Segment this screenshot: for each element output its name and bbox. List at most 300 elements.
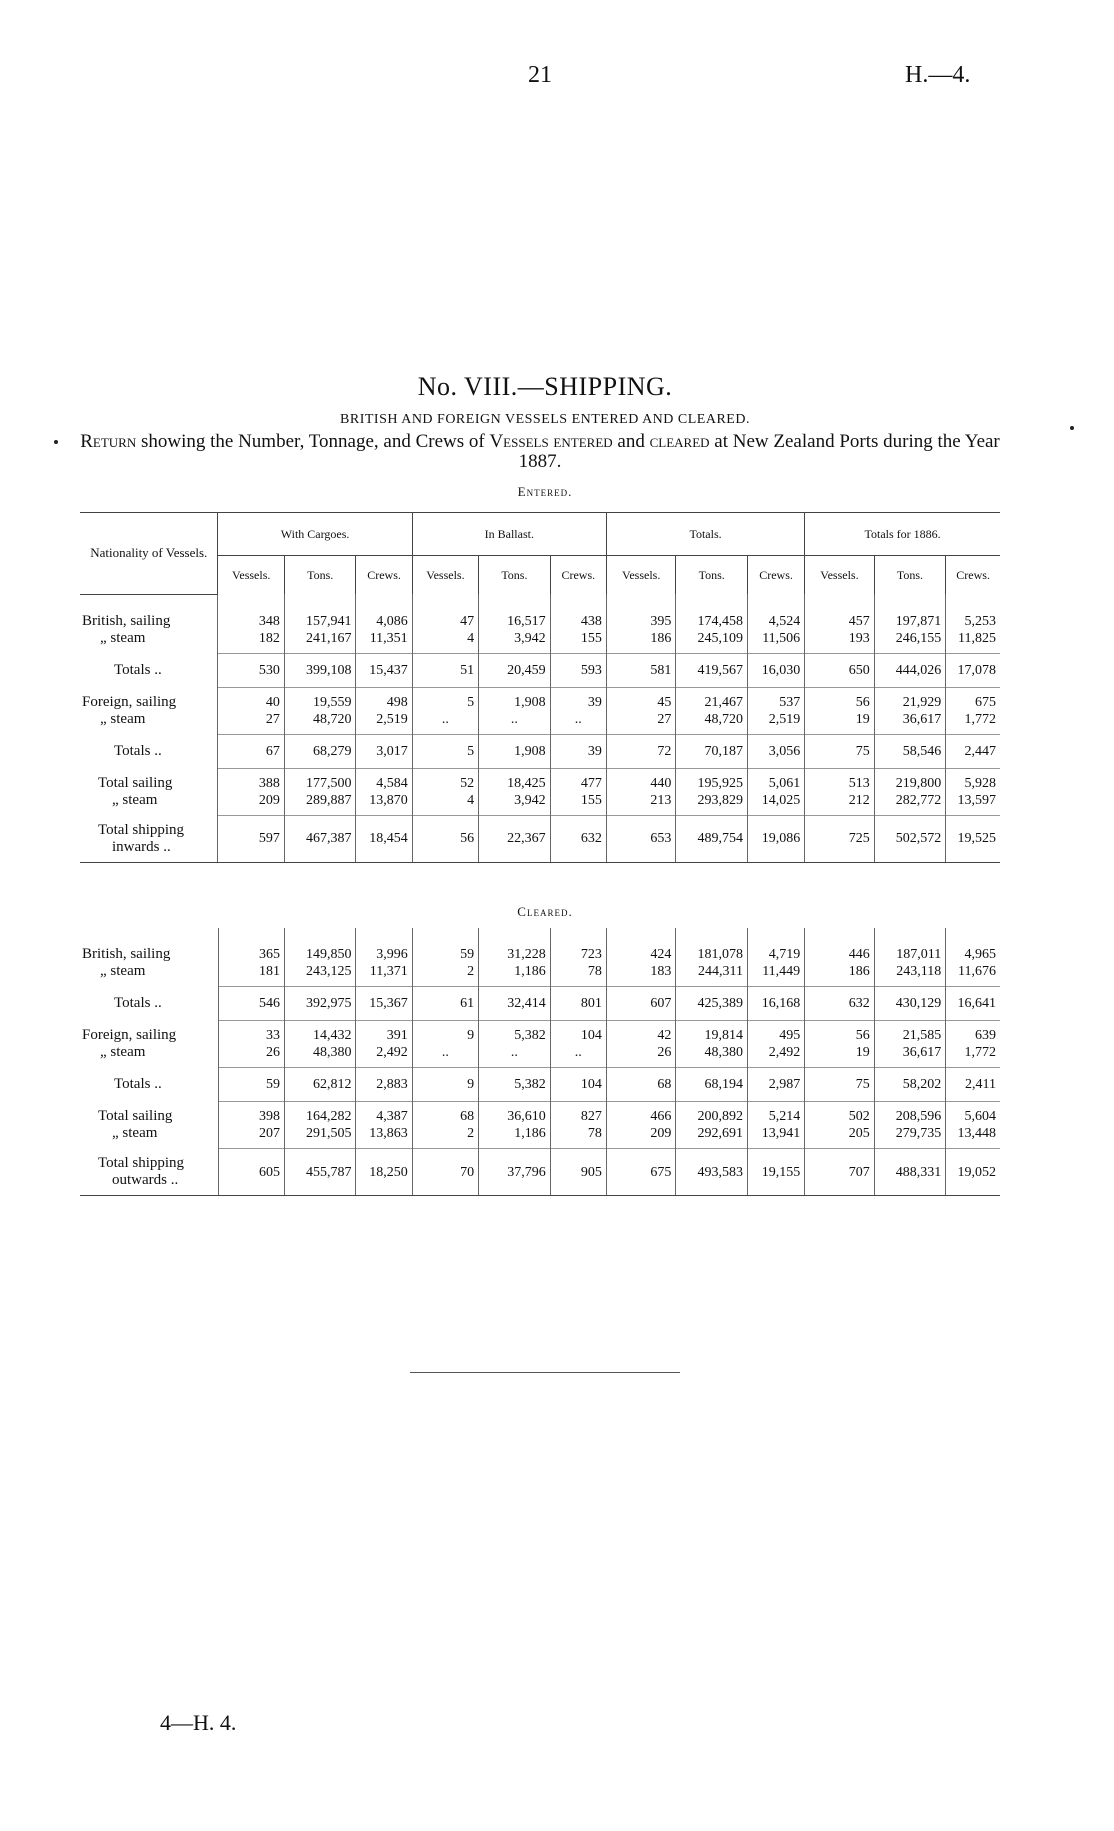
value-cell xyxy=(946,654,1000,688)
cell-value: 546 xyxy=(258,996,280,1011)
cell-value: 444,026 xyxy=(895,662,942,678)
cell-value: 446 xyxy=(848,947,870,962)
value-cell xyxy=(805,769,875,816)
value-cell xyxy=(218,769,284,816)
value-cell xyxy=(218,1068,284,1102)
cell-value: 2,987 xyxy=(768,1077,801,1092)
value-cell xyxy=(606,987,676,1021)
value-cell xyxy=(550,688,606,735)
group-header-ballast: In Ballast. xyxy=(412,513,606,556)
cell-value: 3,056 xyxy=(768,743,801,759)
row-label-line: „ steam xyxy=(100,1044,146,1061)
cell-value: 13,448 xyxy=(957,1126,996,1141)
return-text-3: at New Zealand Ports during the Year 1887. xyxy=(518,431,1000,472)
cell-value: 5 xyxy=(467,694,475,710)
value-cell xyxy=(805,987,875,1021)
cell-value: 365 xyxy=(258,947,280,962)
value-cell xyxy=(356,735,412,769)
col-header-vessels: Vessels. xyxy=(412,556,478,595)
value-cell xyxy=(550,1102,606,1149)
cell-value: 723 xyxy=(580,947,602,962)
cleared-table xyxy=(80,928,1000,1196)
value-cell xyxy=(550,769,606,816)
value-cell xyxy=(550,735,606,769)
cell-value: 5,061 xyxy=(768,775,801,791)
value-cell xyxy=(676,735,748,769)
cell-value: 174,458 xyxy=(697,613,743,629)
cell-value: 42 xyxy=(657,1028,672,1043)
value-cell xyxy=(946,816,1000,863)
value-cell xyxy=(479,987,551,1021)
cell-value: 21,467 xyxy=(704,694,743,710)
row-label-line: Totals .. xyxy=(114,742,162,759)
cell-value: 430,129 xyxy=(895,996,942,1011)
value-cell xyxy=(356,987,412,1021)
cell-value: 495 xyxy=(779,1028,801,1043)
table-row xyxy=(80,940,1000,987)
value-cell xyxy=(805,1102,875,1149)
value-cell xyxy=(747,1021,804,1068)
value-cell xyxy=(412,1021,478,1068)
value-cell xyxy=(218,688,284,735)
cell-value: 388 xyxy=(258,775,280,791)
cleared-label: Cleared. xyxy=(517,904,573,919)
value-cell xyxy=(550,1149,606,1196)
cell-value: 18,425 xyxy=(507,775,546,791)
col-header-crews: Crews. xyxy=(747,556,804,595)
group-header-cargoes: With Cargoes. xyxy=(218,513,412,556)
cell-value: 36,610 xyxy=(507,1109,546,1124)
value-cell xyxy=(479,688,551,735)
entered-table-body xyxy=(80,594,1000,862)
cell-value: 19,525 xyxy=(957,831,996,846)
cell-value: 219,800 xyxy=(895,775,942,791)
value-cell xyxy=(606,654,676,688)
value-cell xyxy=(218,654,284,688)
cell-value: 597 xyxy=(258,831,280,846)
cell-value: 59 xyxy=(460,947,475,962)
cell-value: 67 xyxy=(265,743,280,759)
value-cell xyxy=(218,816,284,863)
value-cell xyxy=(676,816,748,863)
cell-value: 5,214 xyxy=(768,1109,801,1124)
cell-value: 419,567 xyxy=(697,662,743,678)
margin-dot-left xyxy=(54,440,58,444)
col-header-crews: Crews. xyxy=(356,556,412,595)
row-label-line: „ steam xyxy=(100,963,146,980)
row-label xyxy=(80,607,218,654)
cell-value: 650 xyxy=(848,662,870,678)
cell-value: 209 xyxy=(650,1126,672,1141)
cell-value: 27 xyxy=(265,711,280,727)
value-cell xyxy=(946,769,1000,816)
cell-value: 4,086 xyxy=(376,613,408,629)
value-cell xyxy=(550,987,606,1021)
row-label xyxy=(80,1021,218,1068)
cell-value: 605 xyxy=(258,1164,280,1180)
cell-value: 607 xyxy=(650,996,672,1011)
cell-value: 2,492 xyxy=(768,1045,801,1060)
cell-value: 5,382 xyxy=(514,1077,546,1092)
value-cell xyxy=(356,607,412,654)
cell-value: 502 xyxy=(848,1109,870,1124)
value-cell xyxy=(356,816,412,863)
page-reference: H.—4. xyxy=(905,62,971,88)
cell-value: 2,883 xyxy=(376,1077,408,1092)
value-cell xyxy=(479,1102,551,1149)
row-label-line: outwards .. xyxy=(112,1172,179,1188)
cell-value: 391 xyxy=(386,1028,408,1043)
cell-value: .. xyxy=(441,1045,449,1060)
cell-value: 181 xyxy=(258,964,280,979)
value-cell xyxy=(805,940,875,987)
cell-value: 4,524 xyxy=(768,613,801,629)
value-cell xyxy=(946,1102,1000,1149)
cell-value: 20,459 xyxy=(507,662,546,678)
row-label-line: „ steam xyxy=(100,710,146,727)
cell-value: 48,720 xyxy=(704,711,743,727)
cell-value: 182 xyxy=(258,630,280,646)
value-cell xyxy=(479,940,551,987)
cell-value: 632 xyxy=(848,996,870,1011)
value-cell xyxy=(805,688,875,735)
value-cell xyxy=(479,1021,551,1068)
value-cell xyxy=(356,1149,412,1196)
value-cell xyxy=(747,1068,804,1102)
cell-value: 11,506 xyxy=(762,630,801,646)
group-header-totals: Totals. xyxy=(606,513,804,556)
cell-value: 289,887 xyxy=(305,792,352,808)
cell-value: 45 xyxy=(657,694,672,710)
value-cell xyxy=(874,987,946,1021)
value-cell xyxy=(805,607,875,654)
value-cell xyxy=(874,940,946,987)
cell-value: 395 xyxy=(650,613,672,629)
cell-value: 392,975 xyxy=(305,996,352,1011)
value-cell xyxy=(874,769,946,816)
value-cell xyxy=(412,607,478,654)
cell-value: 212 xyxy=(848,792,870,808)
cell-value: 72 xyxy=(657,743,672,759)
value-cell xyxy=(805,735,875,769)
cell-value: 4,584 xyxy=(376,775,408,791)
cell-value: 21,585 xyxy=(902,1028,942,1043)
cell-value: 16,030 xyxy=(761,662,801,678)
cell-value: 438 xyxy=(580,613,602,629)
cell-value: 19,086 xyxy=(761,831,801,846)
value-cell xyxy=(356,1102,412,1149)
row-label xyxy=(80,1149,218,1196)
value-cell xyxy=(606,816,676,863)
cell-value: 33 xyxy=(265,1028,280,1043)
group-header-totals-1886: Totals for 1886. xyxy=(805,513,1000,556)
cell-value: 16,168 xyxy=(761,996,801,1011)
cell-value: 9 xyxy=(467,1028,475,1043)
value-cell xyxy=(606,940,676,987)
value-cell xyxy=(805,816,875,863)
cell-value: 632 xyxy=(580,831,602,846)
row-label-line: Total shipping xyxy=(98,1155,185,1171)
table-row xyxy=(80,654,1000,688)
row-label xyxy=(80,940,218,987)
value-cell xyxy=(412,654,478,688)
cell-value: 68,279 xyxy=(312,743,352,759)
nationality-header: Nationality of Vessels. xyxy=(80,513,218,595)
value-cell xyxy=(946,1149,1000,1196)
cell-value: 399,108 xyxy=(305,662,352,678)
row-label-line: Foreign, sailing xyxy=(82,1027,177,1044)
value-cell xyxy=(874,735,946,769)
value-cell xyxy=(747,688,804,735)
cell-value: 513 xyxy=(848,775,870,791)
value-cell xyxy=(284,940,356,987)
cell-value: 4 xyxy=(467,792,475,808)
table-row xyxy=(80,1102,1000,1149)
row-label-line: Totals .. xyxy=(114,1076,162,1093)
cell-value: 2,519 xyxy=(768,711,801,727)
value-cell xyxy=(946,735,1000,769)
cell-value: 5,604 xyxy=(964,1109,996,1124)
cell-value: 243,125 xyxy=(305,964,352,979)
value-cell xyxy=(412,1149,478,1196)
cell-value: 457 xyxy=(848,613,870,629)
section-subtitle: BRITISH AND FOREIGN VESSELS ENTERED AND CLEARED. xyxy=(340,412,750,427)
value-cell xyxy=(218,1021,284,1068)
value-cell xyxy=(218,607,284,654)
col-header-tons: Tons. xyxy=(479,556,551,595)
value-cell xyxy=(479,1068,551,1102)
cell-value: 68,194 xyxy=(704,1077,743,1092)
cell-value: 68 xyxy=(460,1109,475,1124)
cell-value: 3,017 xyxy=(376,743,408,759)
cell-value: 14,025 xyxy=(761,792,801,808)
cell-value: 58,546 xyxy=(902,743,942,759)
cell-value: .. xyxy=(574,711,582,727)
cell-value: 653 xyxy=(650,831,672,846)
value-cell xyxy=(218,735,284,769)
page-number: 21 xyxy=(528,62,552,88)
cell-value: 15,437 xyxy=(369,662,408,678)
cell-value: 183 xyxy=(650,964,672,979)
cell-value: 245,109 xyxy=(697,630,743,646)
cell-value: 75 xyxy=(855,1077,870,1092)
value-cell xyxy=(479,769,551,816)
cell-value: 246,155 xyxy=(895,630,942,646)
cell-value: 19 xyxy=(855,711,870,727)
cell-value: 1,908 xyxy=(514,743,546,759)
cell-value: 59 xyxy=(265,1077,280,1092)
cell-value: 13,941 xyxy=(761,1126,801,1141)
cell-value: 801 xyxy=(580,996,602,1011)
cell-value: 9 xyxy=(467,1077,475,1092)
value-cell xyxy=(874,1068,946,1102)
cell-value: 1,908 xyxy=(514,694,546,710)
cell-value: 39 xyxy=(587,694,602,710)
value-cell xyxy=(874,816,946,863)
value-cell xyxy=(946,1021,1000,1068)
row-label xyxy=(80,987,218,1021)
row-label-line: Total sailing xyxy=(98,1108,173,1125)
cell-value: 186 xyxy=(650,630,672,646)
value-cell xyxy=(550,1068,606,1102)
value-cell xyxy=(412,816,478,863)
value-cell xyxy=(356,654,412,688)
value-cell xyxy=(606,688,676,735)
row-label-line: „ steam xyxy=(112,791,158,808)
cell-value: 19,155 xyxy=(761,1164,801,1180)
table-row xyxy=(80,1068,1000,1102)
cell-value: 4 xyxy=(467,630,475,646)
cell-value: 193 xyxy=(848,630,870,646)
cell-value: 2,411 xyxy=(965,1077,996,1092)
value-cell xyxy=(284,1149,356,1196)
cell-value: 40 xyxy=(265,694,280,710)
cell-value: 5 xyxy=(467,743,475,759)
cell-value: 3,942 xyxy=(514,792,546,808)
cell-value: 36,617 xyxy=(902,711,942,727)
value-cell xyxy=(550,940,606,987)
cell-value: 48,380 xyxy=(312,1045,352,1060)
row-label xyxy=(80,816,218,863)
cell-value: 75 xyxy=(855,743,870,759)
value-cell xyxy=(284,1068,356,1102)
value-cell xyxy=(356,1021,412,1068)
cell-value: 209 xyxy=(258,792,280,808)
value-cell xyxy=(479,1149,551,1196)
cell-value: 244,311 xyxy=(697,964,743,979)
table-row xyxy=(80,1149,1000,1196)
value-cell xyxy=(356,1068,412,1102)
cell-value: 593 xyxy=(580,662,602,678)
cell-value: 58,202 xyxy=(902,1077,942,1092)
cell-value: 61 xyxy=(460,996,475,1011)
value-cell xyxy=(479,607,551,654)
cell-value: 5,253 xyxy=(964,613,996,629)
row-label-line: Totals .. xyxy=(114,995,162,1012)
value-cell xyxy=(412,940,478,987)
cell-value: 4,719 xyxy=(768,947,801,962)
table-row xyxy=(80,987,1000,1021)
cell-value: 4,387 xyxy=(376,1109,408,1124)
col-header-tons: Tons. xyxy=(284,556,356,595)
cell-value: 530 xyxy=(258,662,280,678)
value-cell xyxy=(412,987,478,1021)
return-text-2: and xyxy=(612,431,650,452)
cell-value: 164,282 xyxy=(305,1109,352,1124)
cell-value: 4,965 xyxy=(964,947,996,962)
value-cell xyxy=(946,688,1000,735)
cell-value: 155 xyxy=(580,792,602,808)
cell-value: 200,892 xyxy=(697,1109,743,1124)
value-cell xyxy=(218,987,284,1021)
value-cell xyxy=(606,1068,676,1102)
cell-value: 1,186 xyxy=(514,964,546,979)
cell-value: 477 xyxy=(580,775,602,791)
cell-value: 827 xyxy=(580,1109,602,1124)
value-cell xyxy=(284,816,356,863)
cell-value: 16,517 xyxy=(507,613,546,629)
cell-value: 104 xyxy=(580,1077,602,1092)
cell-value: 48,720 xyxy=(312,711,352,727)
value-cell xyxy=(412,769,478,816)
cell-value: 56 xyxy=(855,1028,870,1043)
cell-value: 1,186 xyxy=(514,1126,546,1141)
value-cell xyxy=(805,1149,875,1196)
cell-value: 11,371 xyxy=(369,964,408,979)
row-label xyxy=(80,769,218,816)
value-cell xyxy=(747,1102,804,1149)
col-header-tons: Tons. xyxy=(874,556,946,595)
entered-label: Entered. xyxy=(517,484,573,499)
cell-value: 208,596 xyxy=(895,1109,942,1124)
value-cell xyxy=(747,769,804,816)
cell-value: 498 xyxy=(386,694,408,710)
value-cell xyxy=(412,735,478,769)
row-label-line: inwards .. xyxy=(112,838,171,855)
cell-value: 467,387 xyxy=(305,831,352,846)
cell-value: 17,078 xyxy=(957,662,996,678)
value-cell xyxy=(412,688,478,735)
cell-value: 2,447 xyxy=(964,743,996,759)
cell-value: 26 xyxy=(657,1045,672,1060)
cell-value: 32,414 xyxy=(507,996,546,1011)
cell-value: 78 xyxy=(587,964,602,979)
row-label-line: British, sailing xyxy=(82,946,171,963)
cell-value: 1,772 xyxy=(964,711,996,727)
value-cell xyxy=(284,769,356,816)
cell-value: 19 xyxy=(855,1045,870,1060)
row-label xyxy=(80,654,218,688)
cell-value: 195,925 xyxy=(697,775,743,791)
cell-value: 348 xyxy=(258,613,280,629)
return-entered: Vessels entered xyxy=(489,431,613,452)
cell-value: 2 xyxy=(467,1126,475,1141)
cell-value: 51 xyxy=(460,662,475,678)
value-cell xyxy=(747,654,804,688)
cell-value: 18,250 xyxy=(369,1164,408,1180)
cell-value: 293,829 xyxy=(697,792,743,808)
return-cleared: cleared xyxy=(649,431,710,452)
value-cell xyxy=(805,1021,875,1068)
value-cell xyxy=(747,987,804,1021)
value-cell xyxy=(676,1149,748,1196)
value-cell xyxy=(356,940,412,987)
value-cell xyxy=(412,1102,478,1149)
cell-value: 62,812 xyxy=(312,1077,352,1092)
value-cell xyxy=(676,688,748,735)
cell-value: 725 xyxy=(848,831,870,846)
cell-value: 104 xyxy=(580,1028,602,1043)
row-label xyxy=(80,1068,218,1102)
return-description xyxy=(80,432,1000,472)
value-cell xyxy=(606,1102,676,1149)
cell-value: 581 xyxy=(650,662,672,678)
value-cell xyxy=(284,1102,356,1149)
cell-value: 292,691 xyxy=(697,1126,743,1141)
cell-value: 537 xyxy=(779,694,801,710)
value-cell xyxy=(606,735,676,769)
cleared-table-body xyxy=(80,928,1000,1196)
cell-value: 425,389 xyxy=(697,996,743,1011)
cell-value: .. xyxy=(510,711,518,727)
row-label-line: „ steam xyxy=(112,1125,158,1142)
value-cell xyxy=(284,735,356,769)
value-cell xyxy=(676,987,748,1021)
cell-value: .. xyxy=(441,711,449,727)
value-cell xyxy=(676,769,748,816)
closing-rule xyxy=(410,1372,680,1373)
value-cell xyxy=(356,688,412,735)
